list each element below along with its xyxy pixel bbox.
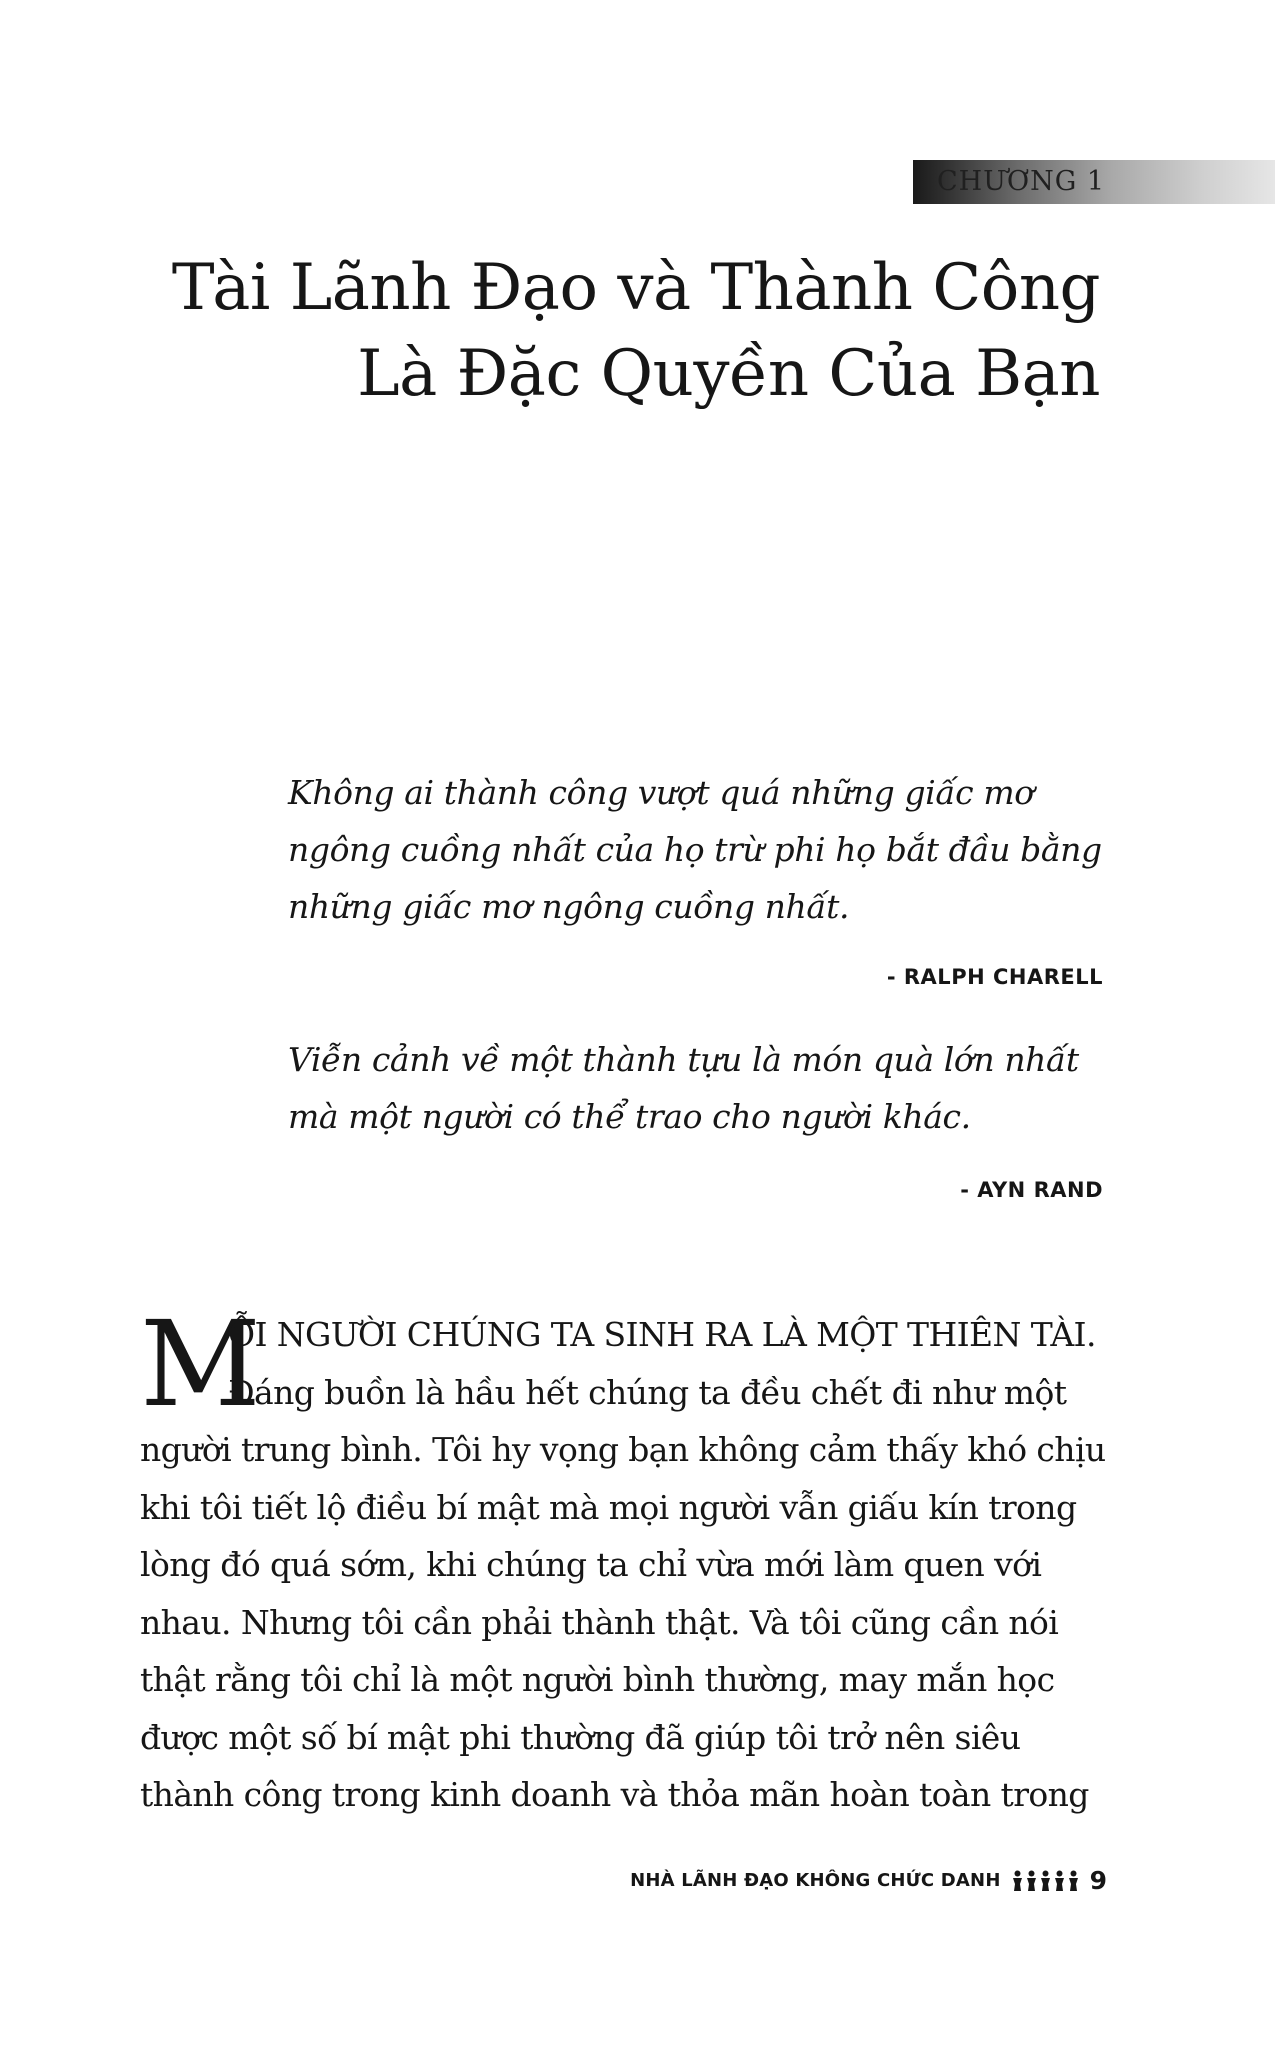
chapter-title-line: Là Đặc Quyền Của Bạn [357,337,1100,411]
quote-author: - AYN RAND [960,1178,1103,1202]
person-figure-icon [1011,1870,1024,1892]
person-figure-icon [1067,1870,1080,1892]
person-figure-icon [1039,1870,1052,1892]
epigraph-quote [288,1031,1118,1145]
body-line: thật rằng tôi chỉ là một người bình thường, may mắn học [140,1660,1055,1699]
quote-author: - RALPH CHARELL [886,965,1103,989]
person-figure-icon [1053,1870,1066,1892]
quote-line: ngông cuồng nhất của họ trừ phi họ bắt đầu bằng [288,830,1102,869]
chapter-title [172,245,1100,417]
body-line: được một số bí mật phi thường đã giúp tôi trở nên siêu [140,1717,1021,1757]
person-figure-icon [1025,1870,1038,1892]
page-number: 9 [1089,1866,1107,1895]
chapter-label: CHƯƠNG 1 [937,166,1106,197]
footer-icons [1011,1870,1080,1892]
body-line: Đáng buồn là hầu hết chúng ta đều chết đi như một [228,1372,1067,1412]
quote-line: những giấc mơ ngông cuồng nhất. [288,887,850,926]
body-paragraph [140,1295,1120,1824]
quote-line: mà một người có thể trao cho người khác. [288,1097,971,1136]
quote-line: Viễn cảnh về một thành tựu là món quà lớn nhất [288,1040,1079,1079]
page-footer [630,1866,1107,1895]
body-line: người trung bình. Tôi hy vọng bạn không cảm thấy khó chịu [140,1430,1106,1469]
body-line: nhau. Nhưng tôi cần phải thành thật. Và tôi cũng cần nói [140,1602,1059,1642]
chapter-tag [913,160,1275,204]
quote-line: Không ai thành công vượt quá những giấc mơ [288,773,1034,812]
body-line: thành công trong kinh doanh và thỏa mãn hoàn toàn trong [140,1775,1089,1814]
drop-cap: M [140,1295,261,1433]
epigraph-quote [288,764,1118,935]
book-title: NHÀ LÃNH ĐẠO KHÔNG CHỨC DANH [630,1870,1001,1891]
chapter-title-line: Tài Lãnh Đạo và Thành Công [171,251,1100,325]
body-line: lòng đó quá sớm, khi chúng ta chỉ vừa mới làm quen với [140,1545,1042,1584]
body-line: khi tôi tiết lộ điều bí mật mà mọi người vẫn giấu kín trong [140,1487,1077,1527]
body-line: ỖI NGƯỜI CHÚNG TA SINH RA LÀ MỘT THIÊN TÀI. [228,1315,1096,1354]
